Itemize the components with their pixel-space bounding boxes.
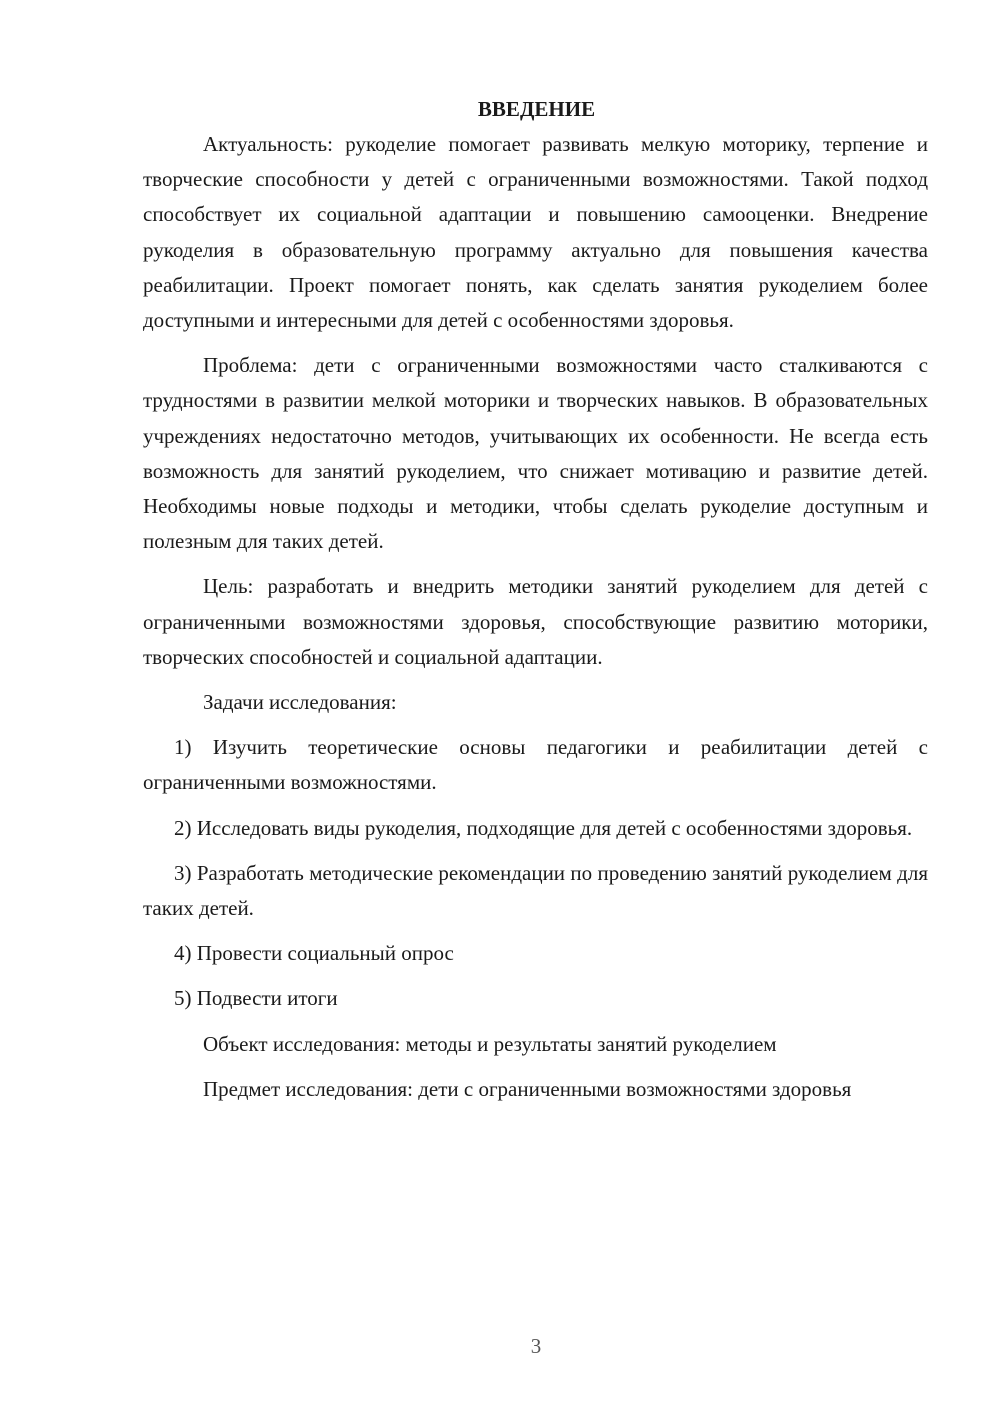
tasks-heading: Задачи исследования: bbox=[203, 690, 397, 715]
problem-paragraph: Проблема: дети с ограниченными возможностями часто сталкиваются с трудностями в развитии мелкой моторики и творческих навыков. В образовательных учреждениях недостаточно методов, учитывающих их особенности. Не всегда есть возможность для занятий рукоделием, что снижает мотивацию и развитие детей. Необходимы новые подходы и методики, чтобы сделать рукоделие доступным и полезным для таких детей. bbox=[143, 353, 928, 554]
task-item-1: 1) Изучить теоретические основы педагогики и реабилитации детей с ограниченными возможностями. bbox=[143, 735, 928, 795]
document-page bbox=[143, 92, 928, 1117]
task-item-5: 5) Подвести итоги bbox=[174, 986, 338, 1011]
task-item-3: 3) Разработать методические рекомендации по проведению занятий рукоделием для таких детей. bbox=[143, 860, 928, 921]
subject-paragraph: Предмет исследования: дети с ограниченными возможностями здоровья bbox=[203, 1076, 852, 1101]
goal-paragraph: Цель: разработать и внедрить методики занятий рукоделием для детей с ограниченными возможностями здоровья, способствующие развитию моторики, творческих способностей и социальной адаптации. bbox=[143, 574, 928, 669]
object-paragraph: Объект исследования: методы и результаты занятий рукоделием bbox=[203, 1031, 777, 1056]
page-number: 3 bbox=[530, 1334, 542, 1358]
section-title: ВВЕДЕНИЕ bbox=[477, 97, 596, 121]
relevance-paragraph: Актуальность: рукоделие помогает развивать мелкую моторику, терпение и творческие способности у детей с ограниченными возможностями. Такой подход способствует их социальной адаптации и повышению самооценки. Внедрение рукоделия в образовательную программу актуально для повышения качества реабилитации. Проект помогает понять, как сделать занятия рукоделием более доступными и интересными для детей с особенностями здоровья. bbox=[143, 132, 928, 333]
task-item-2: 2) Исследовать виды рукоделия, подходящие для детей с особенностями здоровья. bbox=[174, 815, 913, 840]
task-item-4: 4) Провести социальный опрос bbox=[174, 941, 454, 966]
